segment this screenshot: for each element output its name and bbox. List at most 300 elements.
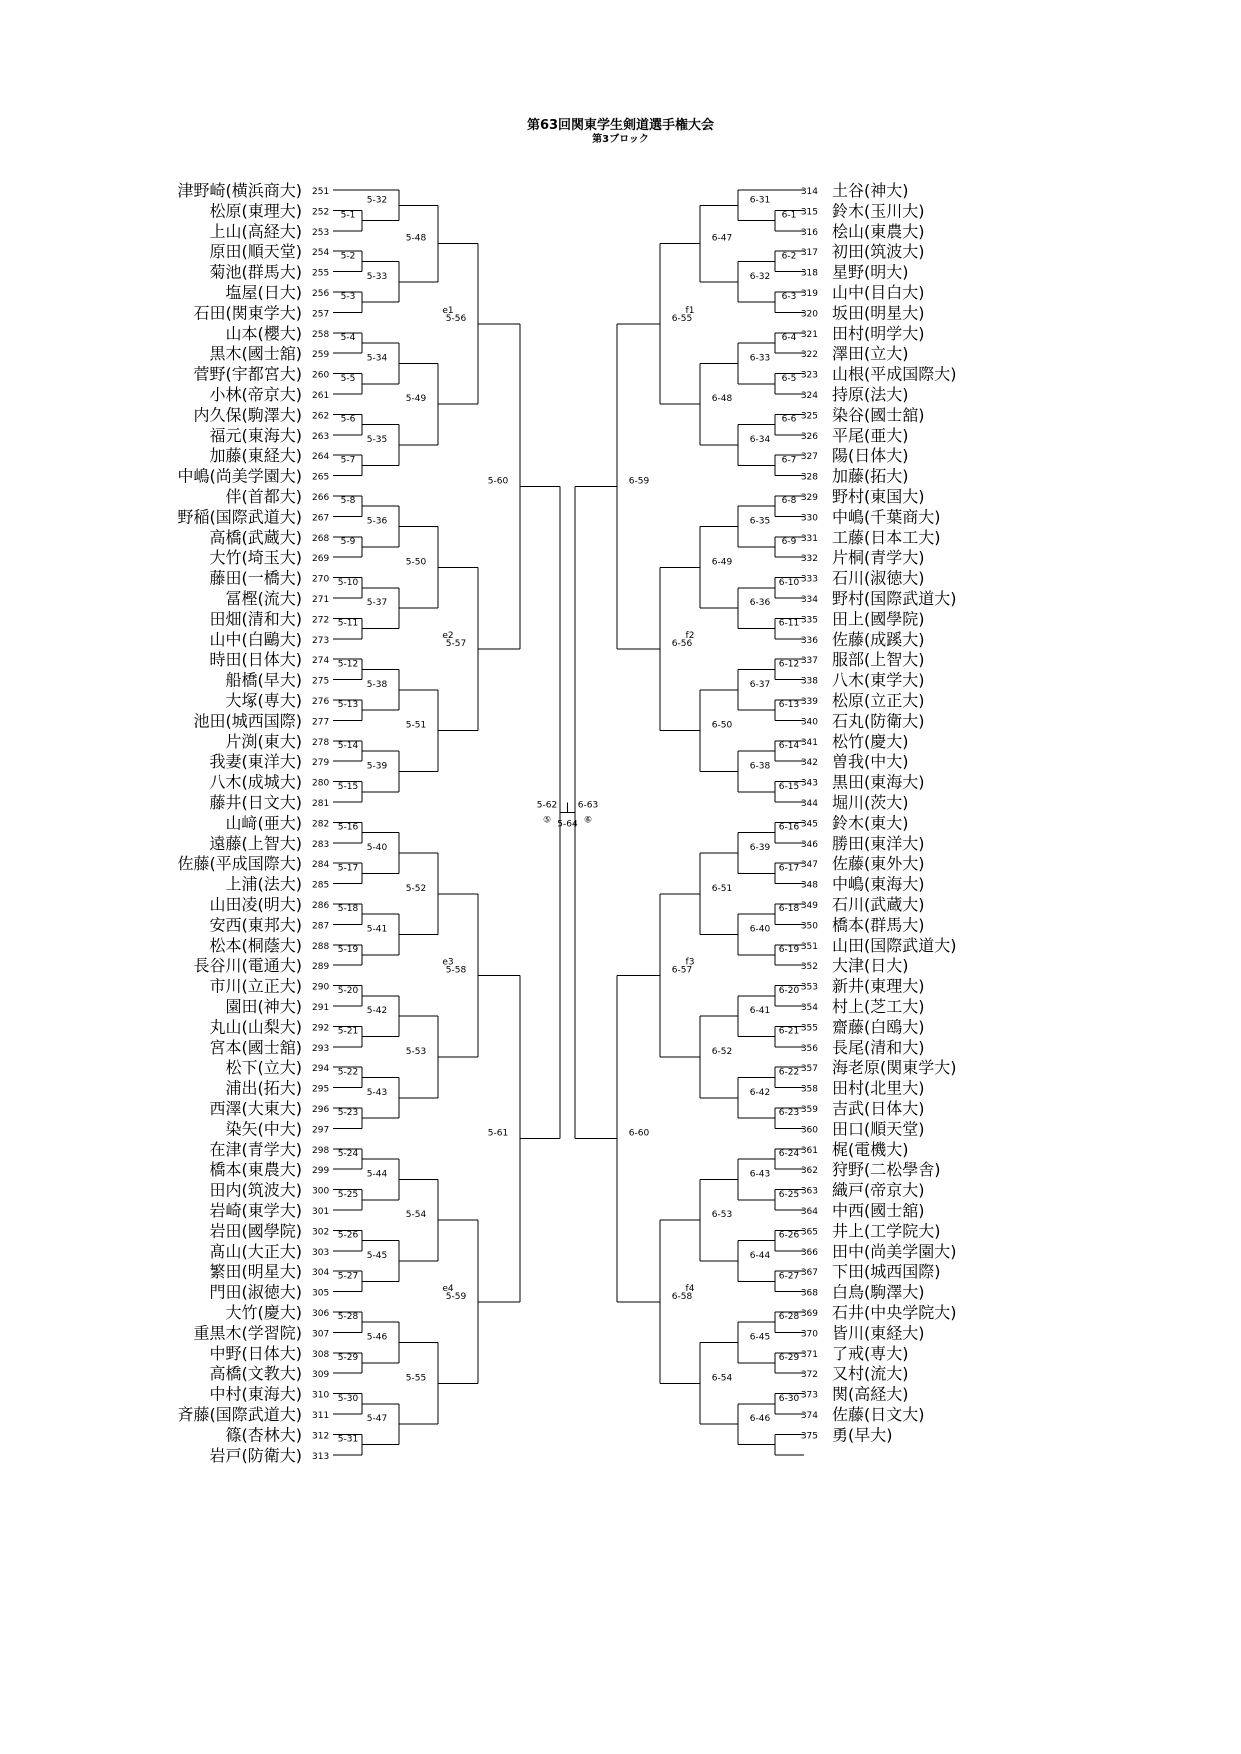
match-label: 5-33	[366, 271, 388, 282]
player-name: 高橋(文教大)	[209, 1364, 302, 1384]
match-label: 5-20	[337, 985, 359, 996]
player-name: 織戸(帝京大)	[832, 1180, 925, 1200]
match-label: 5-54	[405, 1210, 427, 1221]
page-title: 第63回関東学生剣道選手権大会	[526, 118, 715, 133]
player-name: 松原(立正大)	[832, 691, 925, 710]
match-label: 5-1	[340, 210, 356, 221]
court-label: f1	[685, 305, 695, 316]
player-number: 325	[800, 411, 818, 422]
player-name: 黒田(東海大)	[832, 772, 925, 792]
match-label: 5-8	[340, 496, 356, 507]
player-name: 片桐(青学大)	[832, 548, 925, 568]
player-name: 梶(電機大)	[832, 1139, 909, 1159]
match-label: 5-2	[340, 251, 356, 262]
player-number: 336	[800, 635, 818, 646]
player-number: 280	[312, 778, 330, 789]
match-label: 5-15	[337, 781, 359, 792]
player-number: 337	[800, 656, 818, 667]
player-number: 260	[312, 370, 330, 381]
player-name: 船橋(早大)	[225, 670, 302, 690]
player-name: 丸山(山梨大)	[209, 1017, 302, 1037]
player-name: 土谷(神大)	[832, 181, 909, 200]
player-name: 大竹(慶大)	[225, 1303, 302, 1322]
match-label: 5-28	[337, 1312, 359, 1323]
match-label: 6-8	[781, 496, 797, 507]
player-number: 316	[800, 227, 818, 238]
match-label: 6-29	[778, 1353, 800, 1363]
player-number: 338	[800, 676, 818, 687]
player-name: 大塚(専大)	[225, 691, 302, 710]
player-number: 301	[312, 1207, 330, 1217]
match-label: 5-9	[340, 537, 356, 547]
player-name: 岩田(國學院)	[209, 1221, 302, 1241]
match-label: 6-34	[749, 435, 771, 445]
match-label: 6-59	[628, 476, 650, 487]
player-name: 関(高経大)	[832, 1384, 909, 1404]
match-label: 6-10	[778, 577, 800, 588]
player-name: 山﨑(亜大)	[225, 813, 302, 833]
player-name: 井上(工学院大)	[832, 1221, 941, 1241]
player-number: 263	[312, 431, 330, 442]
player-number: 328	[800, 472, 818, 483]
player-name: 加藤(東経大)	[209, 446, 302, 466]
player-number: 367	[800, 1268, 818, 1279]
player-name: 浦出(拓大)	[225, 1078, 302, 1098]
match-label: 5-37	[366, 598, 388, 609]
player-number: 270	[312, 574, 330, 585]
player-number: 354	[800, 1003, 818, 1013]
match-label: 5-3	[340, 292, 356, 303]
player-number: 364	[800, 1207, 818, 1217]
match-label: 5-47	[366, 1414, 388, 1425]
match-label: 5-31	[337, 1434, 359, 1445]
player-number: 318	[800, 268, 818, 279]
match-label: 5-61	[487, 1128, 509, 1139]
match-label: 5-43	[366, 1087, 388, 1098]
player-name: 又村(流大)	[832, 1364, 909, 1384]
player-number: 274	[312, 656, 330, 667]
player-number: 321	[800, 329, 818, 340]
player-name: 山田凌(明大)	[209, 895, 302, 914]
player-number: 304	[312, 1268, 330, 1279]
player-name: 野稲(国際武道大)	[177, 507, 302, 527]
player-number: 356	[800, 1043, 818, 1054]
player-name: 黒木(國士舘)	[209, 344, 302, 364]
match-label: 6-57	[671, 965, 693, 976]
player-name: 松下(立大)	[225, 1058, 302, 1078]
player-number: 302	[312, 1227, 330, 1238]
player-number: 333	[800, 574, 818, 585]
match-label: 6-51	[711, 883, 733, 894]
player-name: 菊池(群馬大)	[209, 262, 302, 282]
match-label: 6-11	[778, 618, 800, 629]
player-name: 田中(尚美学園大)	[832, 1241, 957, 1261]
player-name: 鈴木(東大)	[832, 813, 909, 833]
player-number: 329	[800, 493, 818, 503]
player-name: 髙山(大正大)	[209, 1241, 302, 1261]
player-name: 勝田(東洋大)	[832, 833, 925, 853]
match-label: 6-36	[749, 598, 771, 609]
player-name: 宮本(國士舘)	[209, 1037, 302, 1057]
match-label: 5-58	[445, 965, 467, 976]
match-label: 6-53	[711, 1210, 733, 1221]
player-number: 363	[800, 1186, 818, 1197]
player-name: 佐藤(東外大)	[832, 854, 925, 874]
match-label: 6-22	[778, 1067, 800, 1078]
player-number: 290	[312, 982, 330, 993]
match-label: 5-42	[366, 1006, 388, 1017]
player-name: 曽我(中大)	[832, 752, 909, 772]
match-label: 6-48	[711, 394, 733, 405]
match-label: 6-44	[749, 1251, 771, 1261]
match-label: 5-30	[337, 1393, 359, 1404]
match-label: 6-47	[711, 233, 733, 244]
match-label: 5-41	[366, 924, 388, 935]
court-label: f3	[685, 957, 695, 968]
player-number: 330	[800, 513, 818, 524]
match-label: 6-35	[749, 516, 771, 527]
player-name: 岩戸(防衛大)	[209, 1445, 302, 1465]
player-name: 橋本(東農大)	[209, 1160, 302, 1180]
player-number: 267	[312, 513, 330, 524]
player-name: 中嶋(東海大)	[832, 874, 925, 894]
match-label: 5-29	[337, 1353, 359, 1363]
player-name: 冨樫(流大)	[225, 589, 302, 608]
player-number: 360	[800, 1125, 818, 1136]
player-name: 石丸(防衛大)	[832, 711, 925, 731]
player-number: 308	[312, 1349, 330, 1360]
player-number: 344	[800, 799, 818, 809]
player-name: 津野崎(横浜商大)	[177, 181, 302, 200]
player-number: 317	[800, 248, 818, 259]
player-name: 勇(早大)	[832, 1425, 893, 1445]
player-name: 山田(国際武道大)	[832, 935, 957, 955]
match-label: 5-46	[366, 1332, 388, 1343]
match-label: 6-40	[749, 924, 771, 935]
match-label: 6-52	[711, 1047, 733, 1057]
player-number: 353	[800, 982, 818, 993]
match-label: 5-53	[405, 1047, 427, 1057]
match-label: 5-19	[337, 945, 359, 955]
match-label: 6-17	[778, 863, 800, 874]
match-label: 6-24	[778, 1149, 800, 1159]
match-label: 6-63	[577, 800, 599, 811]
player-number: 319	[800, 289, 818, 299]
player-number: 306	[312, 1309, 330, 1319]
player-name: 石井(中央学院大)	[832, 1303, 957, 1322]
player-name: 大竹(埼玉大)	[209, 548, 302, 568]
match-label: 6-60	[628, 1128, 650, 1139]
player-number: 375	[800, 1431, 818, 1442]
player-number: 276	[312, 697, 330, 707]
match-label: 6-41	[749, 1006, 771, 1017]
match-label: 5-7	[340, 455, 356, 466]
player-name: 斉藤(国際武道大)	[177, 1405, 302, 1424]
court-label: f4	[685, 1283, 695, 1294]
player-number: 262	[312, 411, 330, 422]
player-name: 了戒(専大)	[832, 1343, 909, 1363]
player-number: 340	[800, 717, 818, 728]
match-label: 5-24	[337, 1149, 359, 1159]
player-name: 石川(武蔵大)	[832, 895, 925, 914]
player-number: 314	[800, 187, 818, 197]
player-number: 297	[312, 1125, 330, 1136]
player-number: 342	[800, 758, 818, 769]
player-name: 田村(北里大)	[832, 1078, 925, 1098]
player-name: 中嶋(尚美学園大)	[177, 466, 302, 486]
match-label: 5-6	[340, 414, 356, 425]
player-name: 狩野(二松學舎)	[832, 1160, 941, 1180]
player-number: 300	[312, 1186, 330, 1197]
player-name: 染谷(國士舘)	[832, 405, 925, 425]
player-number: 361	[800, 1145, 818, 1156]
player-number: 286	[312, 901, 330, 911]
player-number: 272	[312, 615, 330, 626]
player-number: 303	[312, 1247, 330, 1258]
player-name: 園田(神大)	[225, 997, 302, 1016]
player-name: 齋藤(白鴎大)	[832, 1017, 925, 1037]
match-label: 5-60	[487, 476, 509, 487]
player-name: 長谷川(電通大)	[193, 956, 302, 976]
player-name: 繁田(明星大)	[209, 1262, 302, 1282]
player-name: 原田(順天堂)	[209, 242, 302, 262]
player-name: 野村(東国大)	[832, 487, 925, 506]
player-name: 新井(東理大)	[832, 976, 925, 996]
player-number: 287	[312, 921, 330, 932]
player-number: 275	[312, 676, 330, 687]
court-label: f2	[685, 631, 695, 641]
player-number: 322	[800, 350, 818, 361]
player-name: 田村(明学大)	[832, 323, 925, 343]
player-name: 平尾(亜大)	[832, 425, 909, 445]
match-label: 5-22	[337, 1067, 359, 1078]
player-name: 福元(東海大)	[209, 425, 302, 445]
player-name: 石川(淑徳大)	[832, 568, 925, 588]
player-number: 273	[312, 635, 330, 646]
player-number: 252	[312, 207, 330, 218]
match-label: 6-39	[749, 843, 771, 853]
player-number: 357	[800, 1064, 818, 1075]
player-name: 上山(高経大)	[209, 221, 302, 241]
match-label: 5-35	[366, 435, 388, 445]
block-subtitle: 第3ブロック	[592, 134, 649, 145]
player-number: 285	[312, 880, 330, 891]
match-label: 6-49	[711, 557, 733, 568]
match-label: 6-3	[781, 292, 797, 303]
player-name: 桧山(東農大)	[832, 221, 925, 241]
player-name: 門田(淑徳大)	[209, 1282, 302, 1302]
player-number: 369	[800, 1309, 818, 1319]
player-number: 298	[312, 1145, 330, 1156]
player-number: 283	[312, 839, 330, 850]
player-number: 291	[312, 1003, 330, 1013]
match-label: 6-37	[749, 679, 771, 690]
player-name: 田畑(清和大)	[209, 609, 302, 629]
player-name: 皆川(東経大)	[832, 1323, 925, 1343]
match-label: 6-45	[749, 1332, 771, 1343]
player-name: 安西(東邦大)	[209, 915, 302, 935]
player-name: 池田(城西国際)	[193, 711, 302, 731]
player-number: 305	[312, 1288, 330, 1299]
match-label: 5-16	[337, 822, 359, 833]
match-label: 5-45	[366, 1251, 388, 1261]
player-name: 重黒木(学習院)	[193, 1323, 302, 1343]
player-name: 星野(明大)	[832, 262, 909, 282]
player-number: 309	[312, 1370, 330, 1381]
player-name: 小林(帝京大)	[209, 385, 302, 404]
player-name: 下田(城西国際)	[832, 1262, 941, 1282]
player-number: 320	[800, 309, 818, 320]
player-number: 366	[800, 1247, 818, 1258]
player-name: 長尾(清和大)	[832, 1037, 925, 1057]
match-label: 5-14	[337, 741, 359, 751]
player-number: 331	[800, 533, 818, 544]
player-number: 346	[800, 839, 818, 850]
player-name: 田内(筑波大)	[209, 1180, 302, 1200]
match-label: 6-6	[781, 414, 797, 425]
player-number: 339	[800, 697, 818, 707]
player-name: 持原(法大)	[832, 385, 909, 404]
player-number: 348	[800, 880, 818, 891]
match-label: 6-20	[778, 985, 800, 996]
match-label: 5-5	[340, 373, 356, 384]
player-number: 294	[312, 1064, 330, 1075]
player-name: 田口(順天堂)	[832, 1119, 925, 1139]
match-label: 6-18	[778, 904, 800, 915]
player-number: 311	[312, 1411, 330, 1421]
player-number: 312	[312, 1431, 330, 1442]
player-name: 佐藤(日文大)	[832, 1405, 925, 1424]
player-number: 343	[800, 778, 818, 789]
player-number: 299	[312, 1166, 330, 1177]
match-label: 5-49	[405, 394, 427, 405]
match-label: 6-16	[778, 822, 800, 833]
player-name: 佐藤(成蹊大)	[832, 629, 925, 649]
match-label: 5-10	[337, 577, 359, 588]
player-number: 278	[312, 737, 330, 748]
player-number: 327	[800, 452, 818, 463]
player-name: 鈴木(玉川大)	[832, 201, 925, 221]
player-number: 359	[800, 1105, 818, 1115]
player-number: 266	[312, 493, 330, 503]
match-label: 6-38	[749, 761, 771, 772]
match-label: 6-30	[778, 1393, 800, 1404]
player-number: 373	[800, 1390, 818, 1401]
player-number: 323	[800, 370, 818, 381]
player-name: 工藤(日本工大)	[832, 527, 941, 547]
player-name: 石田(関東学大)	[193, 303, 302, 323]
player-number: 281	[312, 799, 330, 809]
match-label: 6-33	[749, 353, 771, 364]
player-number: 279	[312, 758, 330, 769]
match-label: 6-23	[778, 1108, 800, 1119]
match-label: 6-42	[749, 1087, 771, 1098]
player-name: 橋本(群馬大)	[832, 915, 925, 935]
player-number: 334	[800, 595, 818, 605]
player-name: 中野(日体大)	[209, 1343, 302, 1363]
player-name: 上浦(法大)	[225, 874, 302, 894]
match-label: 6-31	[749, 195, 771, 206]
player-name: 服部(上智大)	[832, 650, 925, 670]
court-label: e2	[442, 631, 454, 641]
player-name: 松原(東理大)	[209, 201, 302, 221]
player-name: 篠(杏林大)	[225, 1425, 302, 1445]
match-label: 5-52	[405, 883, 427, 894]
player-name: 佐藤(平成国際大)	[177, 854, 302, 874]
court-label: e3	[442, 957, 454, 968]
player-name: 中村(東海大)	[209, 1384, 302, 1404]
player-number: 284	[312, 860, 330, 871]
court-label: e1	[442, 305, 454, 316]
player-name: 八木(東学大)	[832, 670, 925, 690]
player-number: 265	[312, 472, 330, 483]
match-label: 6-46	[749, 1414, 771, 1425]
player-number: 365	[800, 1227, 818, 1238]
player-name: 岩崎(東学大)	[209, 1201, 302, 1220]
player-name: 陽(日体大)	[832, 446, 909, 466]
player-number: 332	[800, 554, 818, 565]
player-number: 255	[312, 268, 330, 279]
player-number: 251	[312, 187, 330, 197]
player-number: 374	[800, 1411, 818, 1421]
player-name: 中西(國士舘)	[832, 1201, 925, 1220]
player-number: 351	[800, 941, 818, 952]
player-number: 292	[312, 1023, 330, 1034]
match-label: 5-56	[445, 313, 467, 324]
match-label: 6-5	[781, 373, 797, 384]
player-number: 358	[800, 1084, 818, 1095]
player-number: 368	[800, 1288, 818, 1299]
match-label: 5-21	[337, 1026, 359, 1037]
player-name: 内久保(駒澤大)	[193, 405, 302, 425]
match-label: 6-58	[671, 1291, 693, 1302]
player-number: 362	[800, 1166, 818, 1177]
match-label: 5-23	[337, 1108, 359, 1119]
match-label: 5-27	[337, 1271, 359, 1282]
player-name: 田上(國學院)	[832, 609, 925, 629]
player-number: 307	[312, 1329, 330, 1340]
player-name: 在津(青学大)	[209, 1139, 302, 1159]
player-name: 藤田(一橋大)	[209, 568, 302, 588]
player-number: 352	[800, 962, 818, 973]
player-name: 松竹(慶大)	[832, 731, 909, 751]
player-number: 261	[312, 391, 330, 401]
match-label: 6-15	[778, 781, 800, 792]
player-number: 341	[800, 737, 818, 748]
player-number: 277	[312, 717, 330, 728]
player-number: 370	[800, 1329, 818, 1340]
match-label: 6-7	[781, 455, 797, 466]
match-label: 5-36	[366, 516, 388, 527]
match-label: 5-48	[405, 233, 427, 244]
match-label: 5-39	[366, 761, 388, 772]
match-label: 5-13	[337, 700, 359, 711]
player-number: 295	[312, 1084, 330, 1095]
player-number: 313	[312, 1451, 330, 1462]
court-label: ⑤	[542, 815, 552, 826]
player-name: 野村(国際武道大)	[832, 589, 957, 608]
player-name: 山根(平成国際大)	[832, 364, 957, 384]
player-name: 藤井(日文大)	[209, 793, 302, 812]
match-label: 6-9	[781, 537, 797, 547]
player-name: 白鳥(駒澤大)	[832, 1282, 925, 1302]
match-label: 5-11	[337, 618, 359, 629]
player-name: 山本(櫻大)	[225, 323, 302, 343]
player-number: 372	[800, 1370, 818, 1381]
match-label: 6-13	[778, 700, 800, 711]
player-number: 289	[312, 962, 330, 973]
player-name: 大津(日大)	[832, 956, 909, 976]
